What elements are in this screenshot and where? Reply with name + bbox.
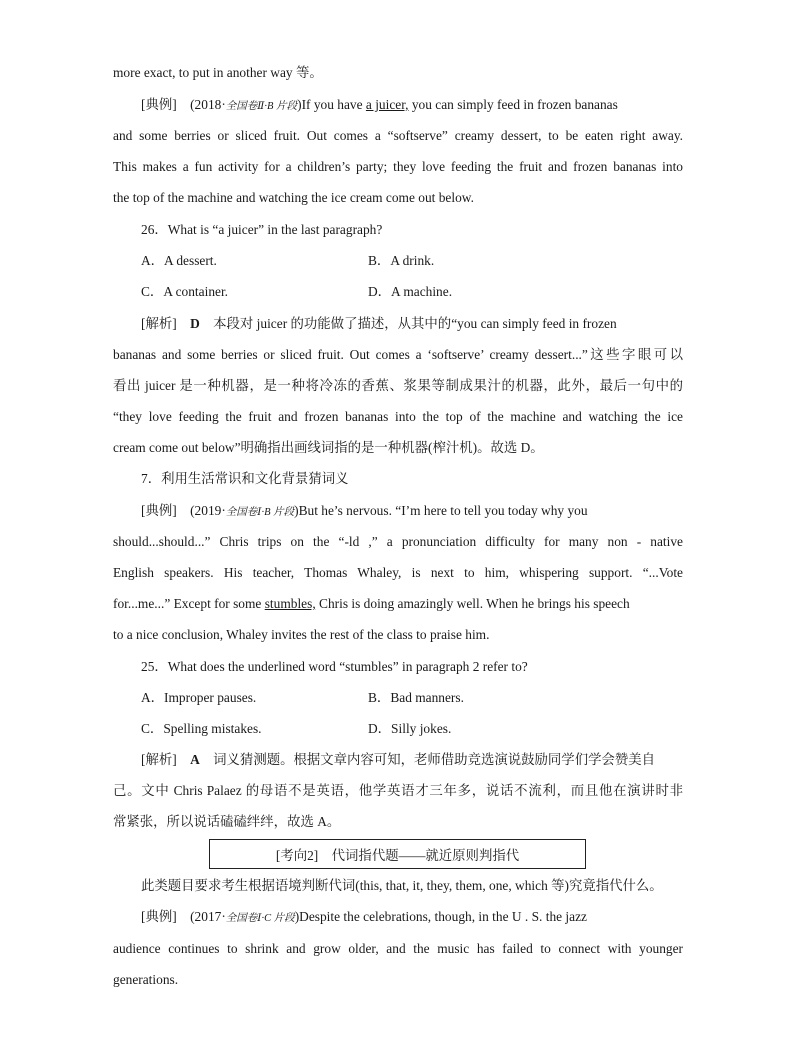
example-line: for...me...” Except for some stumbles, Chris is doing amazingly well. When he brings his speech — [113, 596, 630, 611]
section-box — [209, 839, 586, 869]
option-c: C．A container. — [141, 284, 229, 299]
analysis-line: 常紧张，所以说话磕磕绊绊，故选 A。 — [113, 814, 341, 829]
intro-paragraph: 此类题目要求考生根据语境判断代词(this, that, it, they, them, one, which 等)究竟指代什么。 — [141, 878, 663, 893]
section-heading: 7．利用生活常识和文化背景猜词义 — [141, 471, 349, 486]
example-line: audience continues to shrink and grow older, and the music has failed to connect with younger — [113, 941, 683, 956]
example-line: the top of the machine and watching the ice cream come out below. — [113, 190, 474, 205]
analysis-line: “they love feeding the fruit and frozen bananas into the top of the machine and watching the ice — [113, 409, 683, 424]
option-b: B．A drink. — [368, 253, 435, 268]
analysis-line: 看出 juicer 是一种机器，是一种将冷冻的香蕉、浆果等制成果汁的机器，此外，最后一句中的 — [113, 378, 683, 393]
underlined-word: stumbles, — [264, 596, 316, 611]
answer-letter: A — [190, 752, 200, 767]
example-line: [典例] (2017·全国卷Ⅰ·C 片段)Despite the celebrations, though, in the U . S. the jazz — [141, 909, 587, 924]
paragraph-line: more exact, to put in another way 等。 — [113, 65, 323, 80]
analysis-tag: [解析] — [141, 752, 177, 767]
example-line: [典例] (2018·全国卷Ⅱ·B 片段)If you have a juicer, you can simply feed in frozen bananas — [141, 97, 618, 112]
analysis-line: cream come out below”明确指出画线词指的是一种机器(榨汁机)。故选 D。 — [113, 440, 544, 455]
example-line: should...should...” Chris trips on the “-ld ,” a pronunciation difficulty for many non - native — [113, 534, 683, 549]
analysis-line: [解析] D 本段对 juicer 的功能做了描述，从其中的“you can simply feed in frozen — [141, 316, 617, 331]
source-label: 全国卷Ⅰ·C 片段 — [225, 913, 295, 924]
source-label: 全国卷Ⅱ·B 片段 — [225, 101, 298, 112]
example-tag: [典例] — [141, 503, 177, 518]
option-d: D．A machine. — [368, 284, 453, 299]
question-text: 26．What is “a juicer” in the last paragraph? — [141, 222, 383, 237]
box-title: [考向2] 代词指代题——就近原则判指代 — [275, 847, 520, 863]
example-line: [典例] (2019·全国卷Ⅰ·B 片段)But he’s nervous. “I’m here to tell you today why you — [141, 503, 588, 518]
source-label: 全国卷Ⅰ·B 片段 — [225, 507, 295, 518]
example-line: English speakers. His teacher, Thomas Whaley, is next to him, whispering support. “...Vote — [113, 565, 683, 580]
question-text: 25．What does the underlined word “stumbles” in paragraph 2 refer to? — [141, 659, 528, 674]
answer-letter: D — [190, 316, 200, 331]
option-d: D．Silly jokes. — [368, 721, 452, 736]
example-line: to a nice conclusion, Whaley invites the rest of the class to praise him. — [113, 627, 490, 642]
example-tag: [典例] — [141, 909, 177, 924]
analysis-line: [解析] A 词义猜测题。根据文章内容可知，老师借助竞选演说鼓励同学们学会赞美自 — [141, 752, 656, 767]
example-line: This makes a fun activity for a children’s party; they love feeding the fruit and frozen bananas into — [113, 159, 683, 174]
underlined-word: a juicer, — [365, 97, 409, 112]
analysis-tag: [解析] — [141, 316, 177, 331]
analysis-line: bananas and some berries or sliced fruit. Out comes a ‘softserve’ creamy dessert...”这些字眼可以 — [113, 347, 683, 362]
example-tag: [典例] — [141, 97, 177, 112]
option-a: A．A dessert. — [141, 253, 217, 268]
example-line: generations. — [113, 972, 179, 987]
example-line: and some berries or sliced fruit. Out comes a “softserve” creamy dessert, to be eaten right away. — [113, 128, 683, 143]
option-b: B．Bad manners. — [368, 690, 464, 705]
option-c: C．Spelling mistakes. — [141, 721, 262, 736]
option-a: A．Improper pauses. — [141, 690, 257, 705]
analysis-line: 己。文中 Chris Palaez 的母语不是英语，他学英语才三年多，说话不流利，而且他在演讲时非 — [113, 783, 683, 798]
